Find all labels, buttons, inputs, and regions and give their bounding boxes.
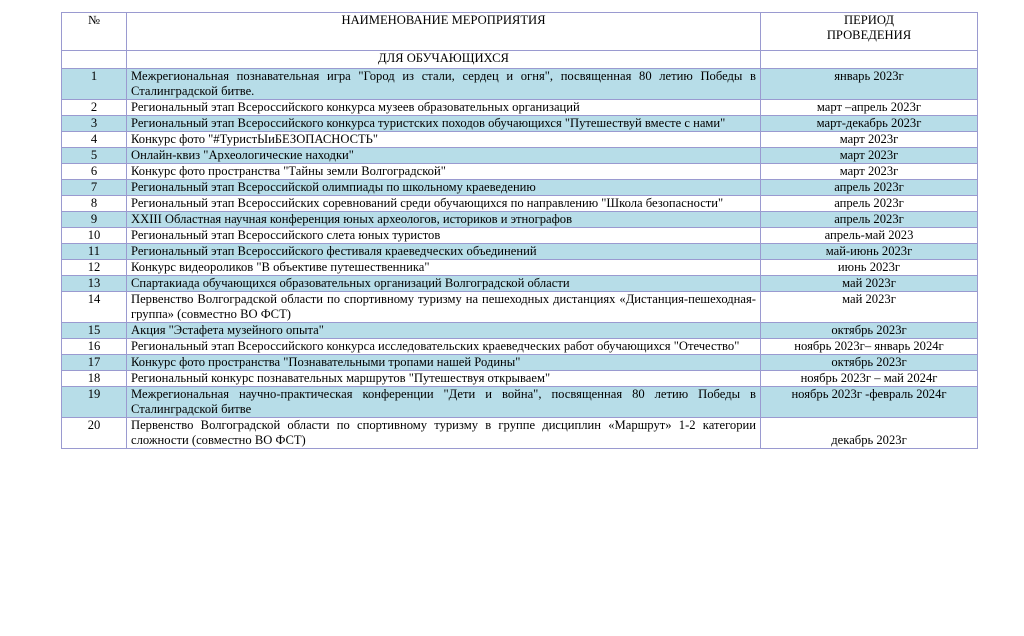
row-event-name: Конкурс видеороликов "В объективе путешественника" [127, 260, 761, 276]
table-row [62, 418, 978, 449]
row-period: май-июнь 2023г [761, 244, 978, 260]
row-event-name: Межрегиональная познавательная игра "Город из стали, сердец и огня", посвященная 80 летию Победы в Сталинградской битве. [127, 69, 761, 100]
table-row [62, 180, 978, 196]
row-period: март-декабрь 2023г [761, 116, 978, 132]
row-number: 9 [62, 212, 127, 228]
table-row [62, 339, 978, 355]
table-row [62, 323, 978, 339]
row-number: 11 [62, 244, 127, 260]
row-event-name: XXIII Областная научная конференция юных археологов, историков и этнографов [127, 212, 761, 228]
row-event-name: Региональный конкурс познавательных маршрутов "Путешествуя открываем" [127, 371, 761, 387]
row-number: 2 [62, 100, 127, 116]
row-event-name: Межрегиональная научно-практическая конференции "Дети и война", посвященная 80 летию Победы в Сталинградской битве [127, 387, 761, 418]
row-number: 6 [62, 164, 127, 180]
row-event-name: Региональный этап Всероссийского конкурса исследовательских краеведческих работ обучающихся "Отечество" [127, 339, 761, 355]
row-period: октябрь 2023г [761, 323, 978, 339]
table-row [62, 292, 978, 323]
row-number: 14 [62, 292, 127, 323]
row-event-name: Онлайн-квиз "Археологические находки" [127, 148, 761, 164]
row-event-name: Региональный этап Всероссийского конкурса музеев образовательных организаций [127, 100, 761, 116]
row-event-name: Спартакиада обучающихся образовательных организаций Волгоградской области [127, 276, 761, 292]
row-number: 10 [62, 228, 127, 244]
row-period: март 2023г [761, 164, 978, 180]
row-number: 4 [62, 132, 127, 148]
row-period: ноябрь 2023г – май 2024г [761, 371, 978, 387]
row-event-name: Конкурс фото "#ТуристЫиБЕЗОПАСНОСТЬ" [127, 132, 761, 148]
row-period: март 2023г [761, 132, 978, 148]
table-row [62, 100, 978, 116]
table-row [62, 371, 978, 387]
row-period: декабрь 2023г [761, 418, 978, 449]
row-number: 8 [62, 196, 127, 212]
table-row [62, 387, 978, 418]
table-row [62, 132, 978, 148]
row-number: 3 [62, 116, 127, 132]
row-period: апрель 2023г [761, 196, 978, 212]
row-period: ноябрь 2023г– январь 2024г [761, 339, 978, 355]
events-table [61, 12, 978, 449]
table-row [62, 228, 978, 244]
row-period: май 2023г [761, 292, 978, 323]
row-number: 1 [62, 69, 127, 100]
row-period: июнь 2023г [761, 260, 978, 276]
row-event-name: Региональный этап Всероссийского конкурса туристских походов обучающихся "Путешествуй вместе с нами" [127, 116, 761, 132]
table-row [62, 148, 978, 164]
row-number: 17 [62, 355, 127, 371]
row-period: май 2023г [761, 276, 978, 292]
table-row [62, 116, 978, 132]
row-number: 13 [62, 276, 127, 292]
row-number: 15 [62, 323, 127, 339]
row-number: 5 [62, 148, 127, 164]
row-number: 19 [62, 387, 127, 418]
row-period: ноябрь 2023г -февраль 2024г [761, 387, 978, 418]
table-row [62, 212, 978, 228]
header-period [761, 13, 978, 51]
header-event-name: НАИМЕНОВАНИЕ МЕРОПРИЯТИЯ [127, 13, 761, 51]
row-event-name: Конкурс фото пространства "Тайны земли Волгоградской" [127, 164, 761, 180]
section-empty-cell [761, 51, 978, 69]
table-row [62, 260, 978, 276]
section-empty-cell [62, 51, 127, 69]
row-period: январь 2023г [761, 69, 978, 100]
row-event-name: Региональный этап Всероссийских соревнований среди обучающихся по направлению "Школа безопасности" [127, 196, 761, 212]
header-row [62, 13, 978, 51]
header-period-line1: ПЕРИОД [844, 13, 894, 27]
row-period: октябрь 2023г [761, 355, 978, 371]
header-number: № [62, 13, 127, 51]
header-period-line2: ПРОВЕДЕНИЯ [826, 28, 912, 42]
row-number: 16 [62, 339, 127, 355]
row-number: 12 [62, 260, 127, 276]
table-row [62, 276, 978, 292]
row-period: март 2023г [761, 148, 978, 164]
row-event-name: Региональный этап Всероссийского фестиваля краеведческих объединений [127, 244, 761, 260]
row-event-name: Конкурс фото пространства "Познавательными тропами нашей Родины" [127, 355, 761, 371]
row-event-name: Первенство Волгоградской области по спортивному туризму на пешеходных дистанциях «Дистанция-пешеходная-группа» (совместно ВО ФСТ) [127, 292, 761, 323]
table-row [62, 164, 978, 180]
row-period: апрель-май 2023 [761, 228, 978, 244]
row-event-name: Региональный этап Всероссийской олимпиады по школьному краеведению [127, 180, 761, 196]
table-row [62, 69, 978, 100]
row-event-name: Первенство Волгоградской области по спортивному туризму в группе дисциплин «Маршрут» 1-2 категории сложности (совместно ВО ФСТ) [127, 418, 761, 449]
row-number: 20 [62, 418, 127, 449]
table-row [62, 355, 978, 371]
section-title: ДЛЯ ОБУЧАЮЩИХСЯ [127, 51, 761, 69]
row-event-name: Акция "Эстафета музейного опыта" [127, 323, 761, 339]
row-number: 18 [62, 371, 127, 387]
row-period: март –апрель 2023г [761, 100, 978, 116]
row-period: апрель 2023г [761, 212, 978, 228]
section-row [62, 51, 978, 69]
row-period: апрель 2023г [761, 180, 978, 196]
row-number: 7 [62, 180, 127, 196]
row-event-name: Региональный этап Всероссийского слета юных туристов [127, 228, 761, 244]
table-row [62, 196, 978, 212]
table-row [62, 244, 978, 260]
